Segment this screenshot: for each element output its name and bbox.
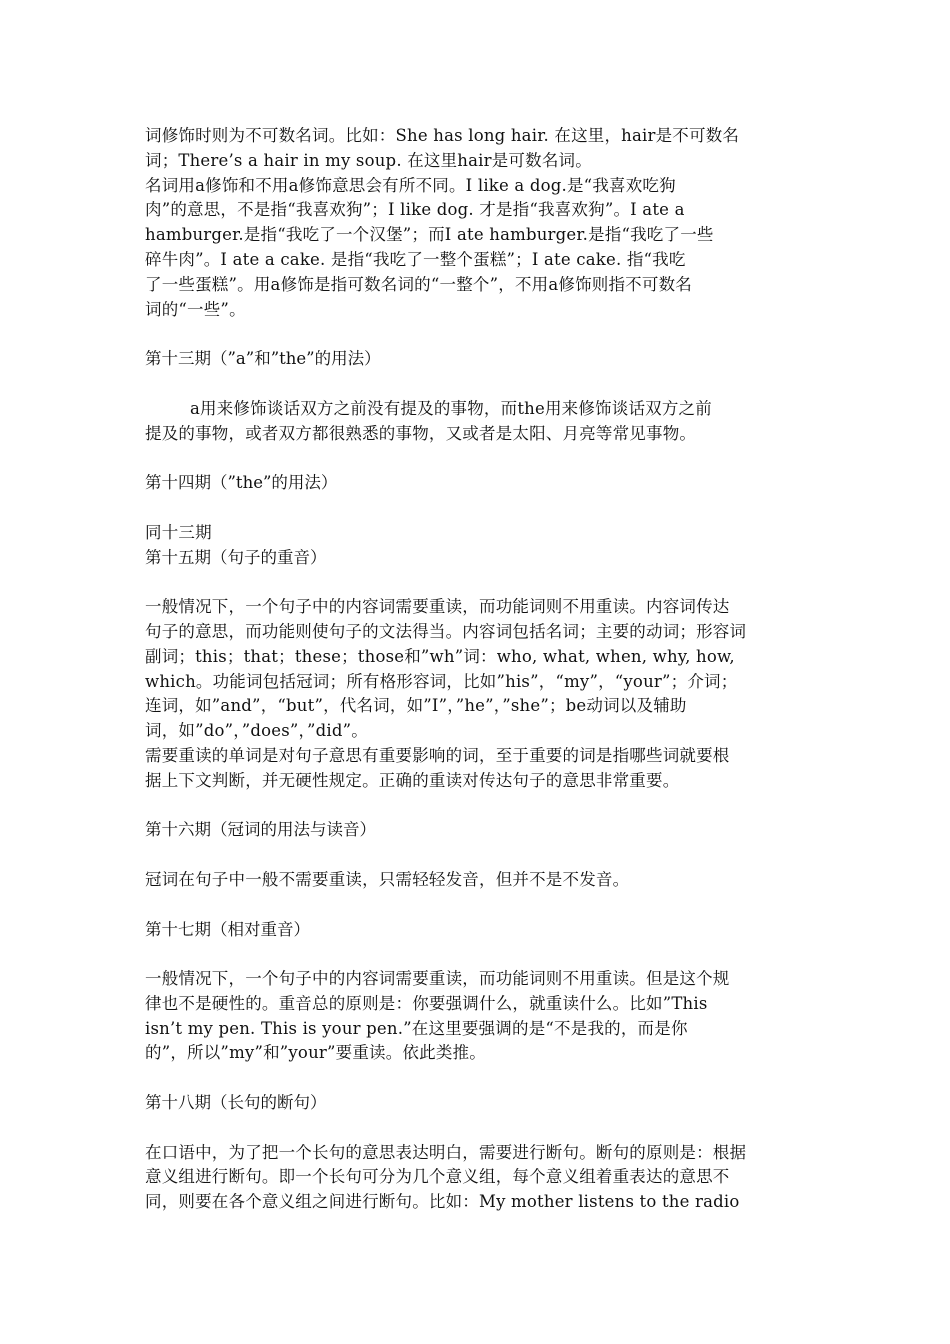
text-line: which。功能词包括冠词；所有格形容词，比如”his”，“my”，“your”；介词； (145, 671, 738, 691)
text-line: 肉”的意思，不是指“我喜欢狗”；I like dog. 才是指“我喜欢狗”。I ate a (145, 200, 685, 220)
text-line: 据上下文判断，并无硬性规定。正确的重读对传达句子的意思非常重要。 (145, 770, 680, 790)
text-line: 在口语中，为了把一个长句的意思表达明白，需要进行断句。断句的原则是：根据 (145, 1142, 747, 1162)
text-line: 词修饰时则为不可数名词。比如：She has long hair. 在这里，hair是不可数名 (145, 126, 740, 145)
text-line: 副词；this；that；these；those和”wh”词：who, what, when, why, how, (145, 646, 735, 666)
section-17-title: 第十七期（相对重音） (145, 919, 310, 939)
section-15-title: 第十五期（句子的重音） (145, 547, 327, 567)
section-15 (145, 546, 815, 794)
text-line: 碎牛肉”。I ate a cake. 是指“我吃了一整个蛋糕”；I ate cake. 指“我吃 (145, 249, 686, 269)
text-line: 连词，如”and”，“but”，代名词，如”I”，”he”，”she”；be动词以及辅助 (145, 696, 687, 716)
section-14 (145, 471, 815, 545)
text-line: 一般情况下，一个句子中的内容词需要重读，而功能词则不用重读。但是这个规 (145, 969, 730, 989)
section-13-title: 第十三期（”a”和”the”的用法） (145, 349, 381, 369)
text-line: 律也不是硬性的。重音总的原则是：你要强调什么，就重读什么。比如”This (145, 993, 708, 1013)
text-line: 词，如”do”，”does”，”did”。 (145, 721, 368, 741)
text-line: 意义组进行断句。即一个长句可分为几个意义组，每个意义组着重表达的意思不 (145, 1167, 730, 1187)
section-13 (145, 347, 815, 446)
text-line: 需要重读的单词是对句子意思有重要影响的词，至于重要的词是指哪些词就要根 (145, 745, 730, 765)
text-line: 名词用a修饰和不用a修饰意思会有所不同。I like a dog.是“我喜欢吃狗 (145, 175, 676, 195)
intro-paragraph (145, 124, 815, 322)
section-18-title: 第十八期（长句的断句） (145, 1093, 327, 1113)
section-17 (145, 918, 815, 1067)
text-line: 句子的意思，而功能则使句子的文法得当。内容词包括名词；主要的动词；形容词 (145, 621, 747, 641)
text-line: 词的“一些”。 (145, 299, 246, 319)
section-16-title: 第十六期（冠词的用法与读音） (145, 820, 376, 840)
text-line: 词；There’s a hair in my soup. 在这里hair是可数名词。 (145, 150, 592, 170)
section-16 (145, 818, 815, 892)
document-page (145, 124, 815, 1215)
text-line: hamburger.是指“我吃了一个汉堡”；而I ate hamburger.是指“我吃了一些 (145, 225, 714, 245)
text-line: isn’t my pen. This is your pen.”在这里要强调的是“不是我的，而是你 (145, 1018, 688, 1038)
text-line: 了一些蛋糕”。用a修饰是指可数名词的“一整个”，不用a修饰则指不可数名 (145, 274, 692, 294)
text-line: 提及的事物，或者双方都很熟悉的事物，又或者是太阳、月亮等常见事物。 (145, 423, 697, 443)
text-line: 同，则要在各个意义组之间进行断句。比如：My mother listens to the radio (145, 1192, 740, 1212)
text-line: 冠词在句子中一般不需要重读，只需轻轻发音，但并不是不发音。 (145, 869, 630, 889)
text-line: 的”，所以”my”和”your”要重读。依此类推。 (145, 1043, 486, 1063)
section-14-title: 第十四期（”the”的用法） (145, 473, 338, 493)
text-line: 一般情况下，一个句子中的内容词需要重读，而功能词则不用重读。内容词传达 (145, 597, 730, 617)
text-line: a用来修饰谈话双方之前没有提及的事物，而the用来修饰谈话双方之前 (190, 398, 712, 418)
section-18 (145, 1091, 815, 1215)
section-14-note: 同十三期 (145, 522, 212, 542)
